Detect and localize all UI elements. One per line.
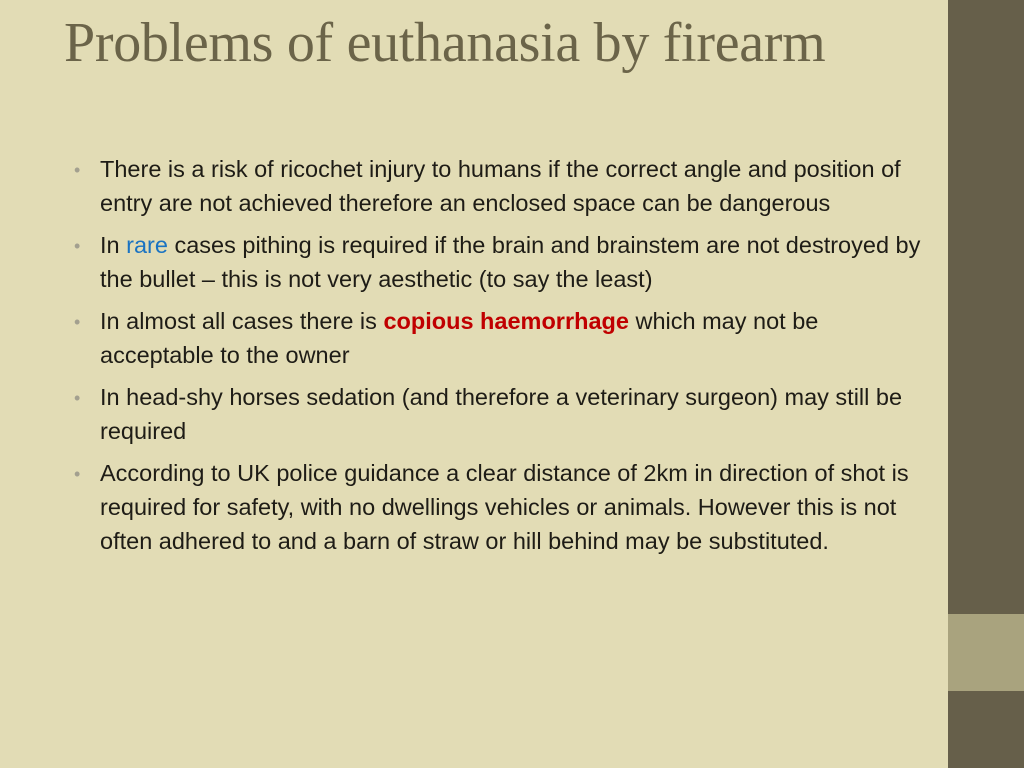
bullet-icon: •	[74, 160, 81, 180]
bullet-icon: •	[74, 464, 81, 484]
bullet-item	[72, 456, 938, 558]
decorative-sidebar-accent	[948, 614, 1024, 691]
bullet-icon: •	[74, 388, 81, 408]
bullet-text: In head-shy horses sedation (and therefore a veterinary surgeon) may still be required	[100, 384, 903, 444]
bullet-text: According to UK police guidance a clear distance of 2km in direction of shot is required for safety, with no dwellings vehicles or animals. However this is not often adhered to and a barn of straw or hill behind may be substituted.	[100, 460, 909, 554]
bullet-item	[72, 228, 938, 296]
slide-title: Problems of euthanasia by firearm	[64, 12, 826, 74]
bullet-item	[72, 380, 938, 448]
bullet-item	[72, 152, 938, 220]
bullet-text: There is a risk of ricochet injury to humans if the correct angle and position of entry are not achieved therefore an enclosed space can be dangerous	[100, 156, 901, 216]
bullet-text: which may not be acceptable to the owner	[100, 308, 819, 368]
highlight-rare: rare	[126, 232, 168, 258]
highlight-copious-haemorrhage: copious haemorrhage	[383, 308, 629, 334]
bullet-icon: •	[74, 236, 81, 256]
bullet-item	[72, 304, 938, 372]
bullet-text: cases pithing is required if the brain and brainstem are not destroyed by the bullet – this is not very aesthetic (to say the least)	[100, 232, 921, 292]
bullet-text: In	[100, 232, 127, 258]
bullet-text: In almost all cases there is	[100, 308, 384, 334]
bullet-icon: •	[74, 312, 81, 332]
bullet-list	[72, 152, 938, 566]
